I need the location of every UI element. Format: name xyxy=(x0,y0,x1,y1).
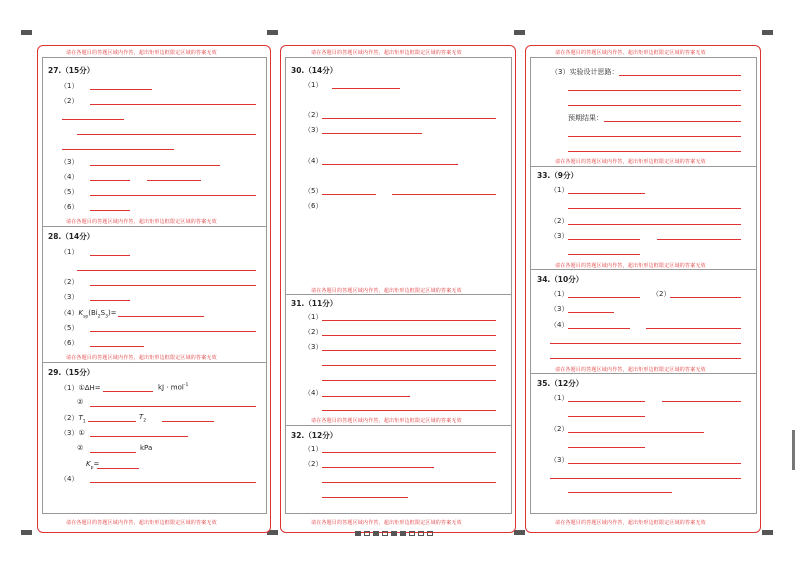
answer-line[interactable] xyxy=(322,497,408,498)
answer-line[interactable] xyxy=(550,358,741,359)
answer-line[interactable] xyxy=(568,90,741,91)
registration-mark xyxy=(514,530,525,535)
page-indicator xyxy=(382,531,388,536)
q33-part-3-label: （3） xyxy=(550,232,569,240)
answer-line[interactable] xyxy=(103,391,153,392)
q34-part-3-label: （3） xyxy=(550,305,569,313)
answer-line[interactable] xyxy=(322,467,434,468)
q33-part-1-label: （1） xyxy=(550,186,569,194)
notice-text: 请在各题目的答题区域内作答，超出矩形边框限定区域的答案无效 xyxy=(555,520,706,526)
page-indicator xyxy=(355,531,361,536)
notice-text: 请在各题目的答题区域内作答，超出矩形边框限定区域的答案无效 xyxy=(555,50,706,56)
q34-part-4-label: （4） xyxy=(550,321,569,329)
q31-part-2-label: （2） xyxy=(304,328,323,336)
answer-line[interactable] xyxy=(62,149,174,150)
notice-text: 请在各题目的答题区域内作答，超出矩形边框限定区域的答案无效 xyxy=(66,50,217,56)
answer-line[interactable] xyxy=(322,133,422,134)
q30-part-4-label: （4） xyxy=(304,157,323,165)
answer-line[interactable] xyxy=(568,224,741,225)
question-30-title: 30.（14分） xyxy=(291,66,338,75)
answer-line[interactable] xyxy=(90,331,256,332)
notice-text: 请在各题目的答题区域内作答，超出矩形边框限定区域的答案无效 xyxy=(311,288,462,294)
registration-mark xyxy=(514,30,525,35)
q28-part-5-label: （5） xyxy=(60,324,79,332)
answer-line[interactable] xyxy=(322,350,496,351)
notice-text: 请在各题目的答题区域内作答，超出矩形边框限定区域的答案无效 xyxy=(311,418,462,424)
q30-part-6-label: （6） xyxy=(304,202,323,210)
answer-line[interactable] xyxy=(90,346,144,347)
q35-part-2-label: （2） xyxy=(550,425,569,433)
registration-mark xyxy=(762,530,773,535)
section-divider xyxy=(530,373,756,374)
answer-line[interactable] xyxy=(322,396,410,397)
q3-result-label: 预期结果： xyxy=(568,114,603,122)
answer-line[interactable] xyxy=(90,89,152,90)
answer-line[interactable] xyxy=(77,134,256,135)
notice-text: 请在各题目的答题区域内作答，超出矩形边框限定区域的答案无效 xyxy=(555,159,706,165)
q28-part-6-label: （6） xyxy=(60,339,79,347)
answer-line[interactable] xyxy=(568,105,741,106)
q30-part-1-label: （1） xyxy=(304,81,323,89)
answer-line[interactable] xyxy=(90,210,130,211)
answer-line[interactable] xyxy=(568,492,672,493)
q29-kp-label: $K_p=$ xyxy=(86,460,100,471)
q28-part-1-label: （1） xyxy=(60,248,79,256)
answer-line[interactable] xyxy=(568,239,640,240)
notice-text: 请在各题目的答题区域内作答，超出矩形边框限定区域的答案无效 xyxy=(311,50,462,56)
answer-line[interactable] xyxy=(90,195,256,196)
page-indicator xyxy=(400,531,406,536)
answer-line[interactable] xyxy=(392,194,496,195)
notice-text: 请在各题目的答题区域内作答，超出矩形边框限定区域的答案无效 xyxy=(555,367,706,373)
registration-mark xyxy=(267,30,278,35)
registration-mark xyxy=(21,530,32,535)
answer-line[interactable] xyxy=(322,410,496,411)
answer-line[interactable] xyxy=(568,254,640,255)
answer-line[interactable] xyxy=(619,75,741,76)
answer-line[interactable] xyxy=(646,328,741,329)
answer-line[interactable] xyxy=(322,164,458,165)
answer-line[interactable] xyxy=(322,335,496,336)
answer-line[interactable] xyxy=(550,343,741,344)
answer-line[interactable] xyxy=(88,421,136,422)
q31-part-1-label: （1） xyxy=(304,313,323,321)
answer-line[interactable] xyxy=(90,285,256,286)
q29-part-4-label: （4） xyxy=(60,475,79,483)
answer-line[interactable] xyxy=(657,239,741,240)
section-divider xyxy=(530,269,756,270)
answer-line[interactable] xyxy=(568,447,645,448)
answer-line[interactable] xyxy=(550,478,741,479)
notice-text: 请在各题目的答题区域内作答，超出矩形边框限定区域的答案无效 xyxy=(66,219,217,225)
q28-part-2-label: （2） xyxy=(60,278,79,286)
q35-part-1-label: （1） xyxy=(550,394,569,402)
answer-line[interactable] xyxy=(62,119,124,120)
q28-part-4-label: $(4)K_{sp}(Bi_2S_3)=$ xyxy=(60,309,117,320)
answer-line[interactable] xyxy=(568,193,645,194)
registration-mark xyxy=(762,30,773,35)
answer-line[interactable] xyxy=(147,180,201,181)
question-31-title: 31.（11分） xyxy=(291,299,338,308)
page-indicator xyxy=(427,531,433,536)
q35-part-3-label: （3） xyxy=(550,456,569,464)
section-divider xyxy=(285,425,511,426)
q27-part-2-label: （2） xyxy=(60,97,79,105)
q29-part-2-label: $(2)T_1$ xyxy=(60,414,86,425)
answer-line[interactable] xyxy=(568,208,741,209)
page-indicator xyxy=(364,531,370,536)
q27-part-6-label: （6） xyxy=(60,203,79,211)
answer-line[interactable] xyxy=(568,416,645,417)
q30-part-5-label: （5） xyxy=(304,187,323,195)
notice-text: 请在各题目的答题区域内作答，超出矩形边框限定区域的答案无效 xyxy=(66,355,217,361)
page-indicator xyxy=(391,531,397,536)
answer-line[interactable] xyxy=(322,320,496,321)
answer-line[interactable] xyxy=(90,452,136,453)
answer-line[interactable] xyxy=(118,316,204,317)
question-34-title: 34.（10分） xyxy=(537,275,584,284)
answer-line[interactable] xyxy=(568,432,704,433)
answer-line[interactable] xyxy=(90,104,256,105)
notice-text: 请在各题目的答题区域内作答，超出矩形边框限定区域的答案无效 xyxy=(555,263,706,269)
q33-part-2-label: （2） xyxy=(550,217,569,225)
question-28-title: 28.（14分） xyxy=(48,232,95,241)
answer-line[interactable] xyxy=(322,482,496,483)
section-divider xyxy=(42,226,266,227)
q29-part-3-label: （3）① xyxy=(60,429,85,437)
answer-line[interactable] xyxy=(322,452,496,453)
answer-line[interactable] xyxy=(77,270,256,271)
section-divider xyxy=(42,362,266,363)
q29-subpart-3b-label: ② xyxy=(77,444,84,452)
q29-part-1-label: （1）①ΔH= xyxy=(60,384,101,392)
question-29-title: 29.（15分） xyxy=(48,368,95,377)
section-divider xyxy=(285,294,511,295)
answer-line[interactable] xyxy=(322,118,496,119)
q29-unit: kJ · mol$^{-1}$ xyxy=(158,383,189,392)
q3-design-label: （3）实验设计思路： xyxy=(551,68,619,76)
q31-part-4-label: （4） xyxy=(304,389,323,397)
q27-part-4-label: （4） xyxy=(60,173,79,181)
question-27-title: 27.（15分） xyxy=(48,66,95,75)
answer-line[interactable] xyxy=(322,194,376,195)
answer-line[interactable] xyxy=(90,255,130,256)
page-indicator xyxy=(373,531,379,536)
answer-line[interactable] xyxy=(322,380,496,381)
answer-line[interactable] xyxy=(332,88,400,89)
page-indicator xyxy=(418,531,424,536)
answer-line[interactable] xyxy=(670,297,741,298)
answer-line[interactable] xyxy=(568,297,640,298)
answer-line[interactable] xyxy=(90,300,130,301)
answer-line[interactable] xyxy=(568,312,614,313)
q34-part-1-label: （1） xyxy=(550,290,569,298)
q30-part-3-label: （3） xyxy=(304,126,323,134)
answer-line[interactable] xyxy=(90,165,220,166)
answer-line[interactable] xyxy=(568,136,741,137)
answer-line[interactable] xyxy=(90,482,256,483)
q31-part-3-label: （3） xyxy=(304,343,323,351)
answer-line[interactable] xyxy=(568,463,741,464)
q29-kpa-unit: kPa xyxy=(140,444,153,452)
question-33-title: 33.（9分） xyxy=(537,171,579,180)
answer-line[interactable] xyxy=(568,151,741,152)
answer-line[interactable] xyxy=(568,401,645,402)
page-indicator xyxy=(409,531,415,536)
question-35-title: 35.（12分） xyxy=(537,379,584,388)
answer-line[interactable] xyxy=(568,328,630,329)
answer-line[interactable] xyxy=(662,401,741,402)
q34-part-2-label: （2） xyxy=(652,290,671,298)
notice-text: 请在各题目的答题区域内作答，超出矩形边框限定区域的答案无效 xyxy=(311,520,462,526)
q27-part-1-label: （1） xyxy=(60,82,79,90)
answer-line[interactable] xyxy=(90,436,188,437)
q27-part-3-label: （3） xyxy=(60,158,79,166)
q30-part-2-label: （2） xyxy=(304,111,323,119)
q28-part-3-label: （3） xyxy=(60,293,79,301)
question-32-title: 32.（12分） xyxy=(291,431,338,440)
q32-part-1-label: （1） xyxy=(304,445,323,453)
answer-line[interactable] xyxy=(90,406,256,407)
registration-mark xyxy=(21,30,32,35)
answer-line[interactable] xyxy=(162,421,214,422)
q29-subpart-2-label: ② xyxy=(77,398,84,406)
q29-t2-label: $T_2$ xyxy=(139,413,147,424)
q32-part-2-label: （2） xyxy=(304,460,323,468)
notice-text: 请在各题目的答题区域内作答，超出矩形边框限定区域的答案无效 xyxy=(66,520,217,526)
section-divider xyxy=(530,166,756,167)
answer-line[interactable] xyxy=(322,365,496,366)
edge-bar xyxy=(792,430,795,470)
answer-line[interactable] xyxy=(90,180,130,181)
answer-line[interactable] xyxy=(97,468,139,469)
q27-part-5-label: （5） xyxy=(60,188,79,196)
answer-box-q33-q35 xyxy=(530,57,757,514)
answer-line[interactable] xyxy=(604,121,741,122)
